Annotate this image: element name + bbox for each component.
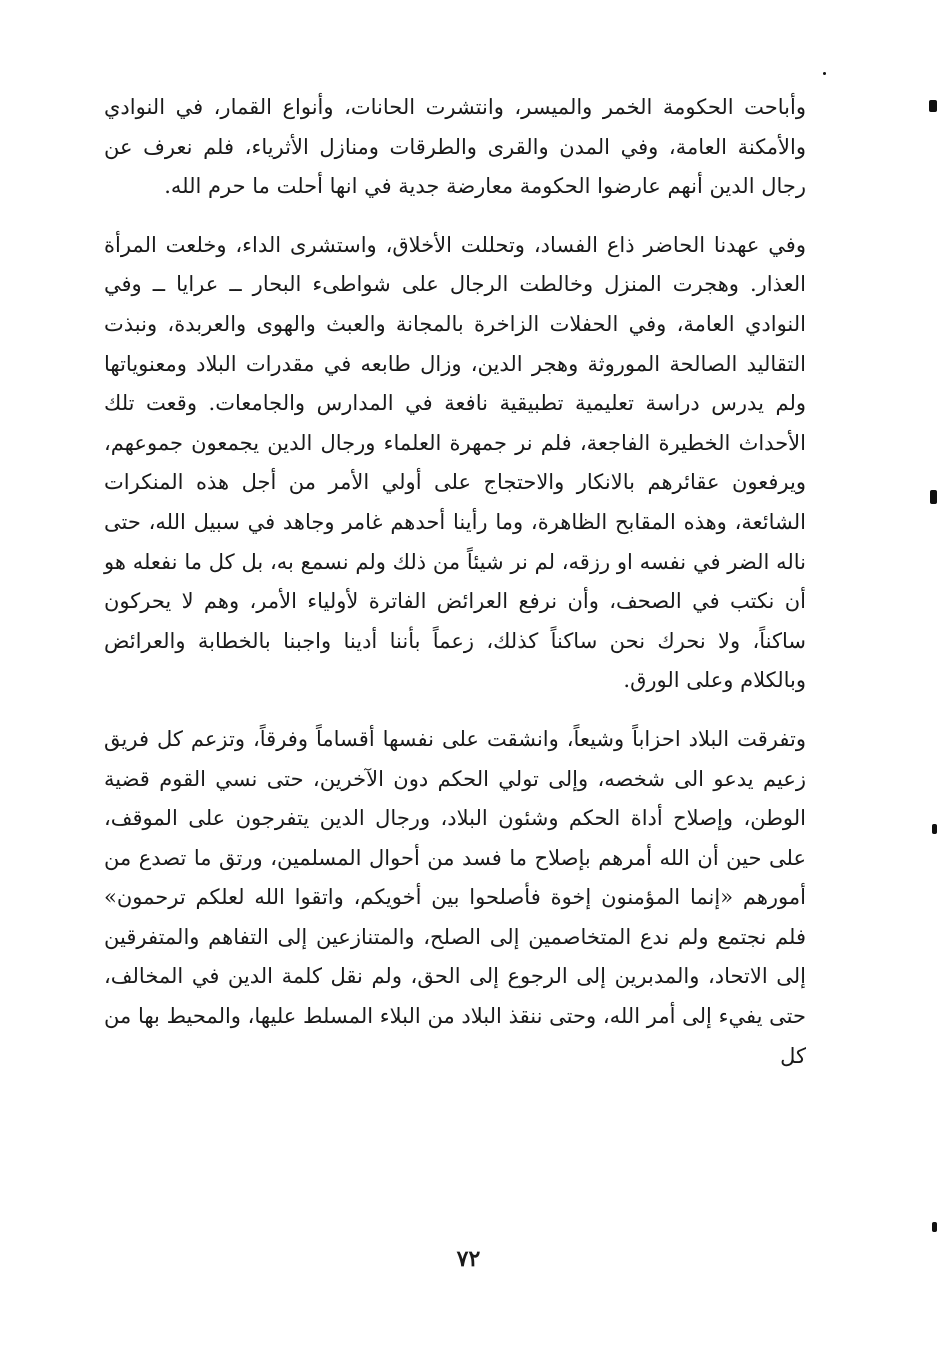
page-number: ٧٢ (456, 1246, 481, 1272)
scan-edge-mark-top (929, 100, 937, 112)
scan-speck (823, 72, 826, 75)
scan-edge-mark-middle (930, 490, 937, 504)
page-body (104, 88, 806, 1076)
paragraph-1: وأباحت الحكومة الخمر والميسر، وانتشرت الحانات، وأنواع القمار، في النوادي والأمكنة العامة، وفي المدن والقرى والطرقات ومنازل الأثرياء، فلم نعرف عن رجال الدين أنهم عارضوا الحكومة معارضة جدية في انها أحلت ما حرم الله. (104, 95, 806, 199)
scan-edge-mark-lower (932, 824, 937, 834)
paragraph-2: وفي عهدنا الحاضر ذاع الفساد، وتحللت الأخلاق، واستشرى الداء، وخلعت المرأة العذار. وهجرت المنزل وخالطت الرجال على شواطىء البحار ــ عرايا ــ وفي النوادي العامة، وفي الحفلات الزاخرة بالمجانة والعبث والهوى والعربدة، ونبذت التقاليد الصالحة الموروثة وهجر الدين، وزال طابعه في مقدرات البلاد ومعنوياتها ولم يدرس دراسة تعليمية تطبيقية نافعة في المدارس والجامعات. وقعت تلك الأحداث الخطيرة الفاجعة، فلم نر جمهرة العلماء ورجال الدين يجمعون جموعهم، ويرفعون عقائرهم بالانكار والاحتجاج على أولي الأمر من أجل هذه المنكرات الشائعة، وهذه المقابح الظاهرة، وما رأينا أحدهم غامر وجاهد في سبيل الله، حتى ناله الضر في نفسه او رزقه، لم نر شيئاً من ذلك ولم نسمع به، بل كل ما نفعله هو أن نكتب في الصحف، وأن نرفع العرائض الفاترة لأولياء الأمر، وهم لا يحركون ساكناً، ولا نحرك نحن ساكناً كذلك، زعماً بأننا أدينا واجبنا بالخطابة والعرائض وبالكلام وعلى الورق. (104, 232, 806, 693)
scan-edge-mark-bottom (932, 1222, 937, 1232)
paragraph-3: وتفرقت البلاد احزاباً وشيعاً، وانشقت على نفسها أقساماً وفرقاً، وتزعم كل فريق زعيم يدعو الى شخصه، وإلى تولي الحكم دون الآخرين، حتى نسي القوم قضية الوطن، وإصلاح أداة الحكم وشئون البلاد، ورجال الدين يتفرجون على الموقف، على حين أن الله أمرهم بإصلاح ما فسد من أحوال المسلمين، ورتق ما تصدع من أمورهم «إنما المؤمنون إخوة فأصلحوا بين أخويكم، واتقوا الله لعلكم ترحمون» فلم نجتمع ولم ندع المتخاصمين إلى الصلح، والمتنازعين إلى التفاهم والمتفرقين إلى الاتحاد، والمدبرين إلى الرجوع إلى الحق، ولم نقل كلمة الدين في المخالف، حتى يفيء إلى أمر الله، وحتى ننقذ البلاد من البلاء المسلط عليها، والمحيط بها من كل (104, 726, 806, 1068)
